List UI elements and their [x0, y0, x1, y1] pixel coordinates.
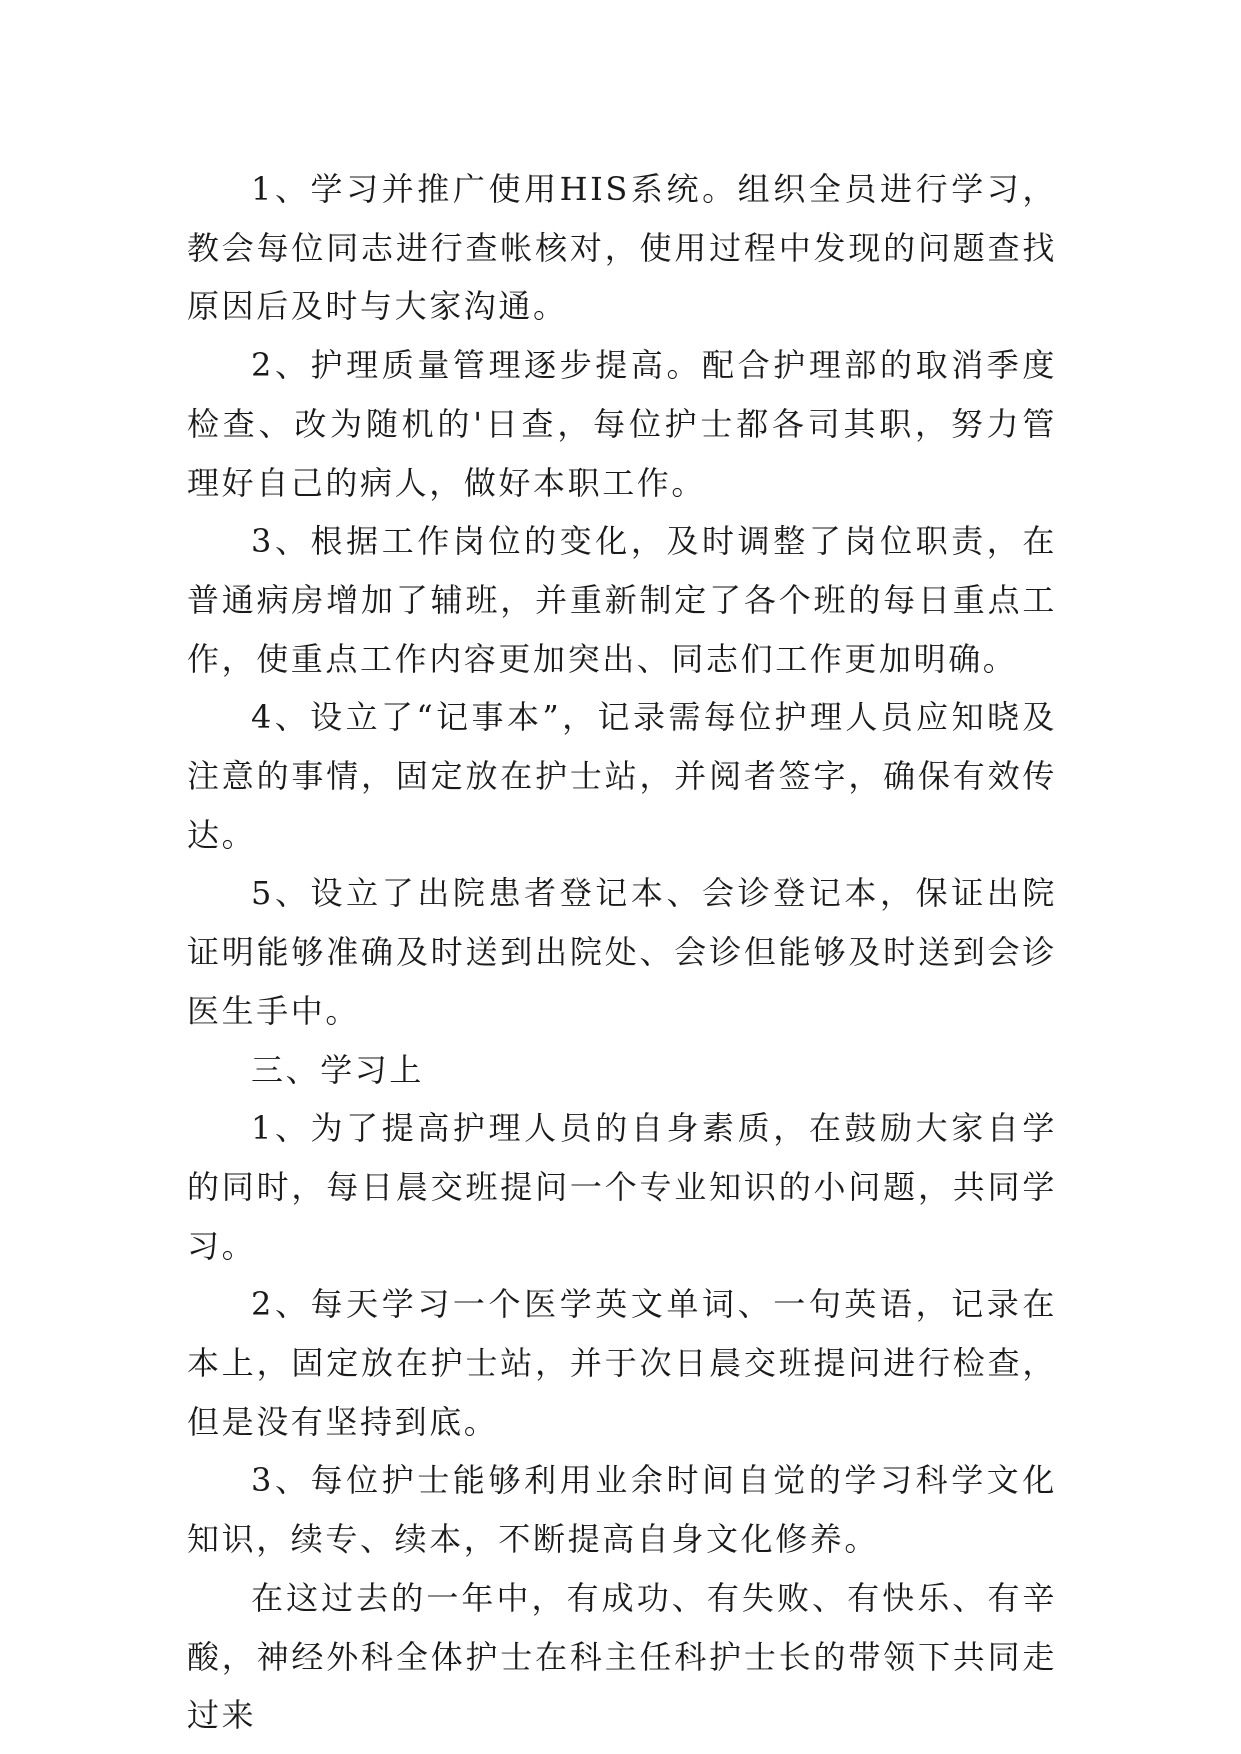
paragraph-1: 1、学习并推广使用HIS系统。组织全员进行学习，教会每位同志进行查帐核对，使用过程中发现的问题查找原因后及时与大家沟通。 [187, 170, 1057, 326]
paragraph-4: 4、设立了“记事本”，记录需每位护理人员应知晓及注意的事情，固定放在护士站，并阅者签字，确保有效传达。 [187, 698, 1057, 854]
document-body [187, 160, 1057, 1745]
paragraph-8: 3、每位护士能够利用业余时间自觉的学习科学文化知识，续专、续本，不断提高自身文化修养。 [187, 1461, 1057, 1559]
paragraph-9: 在这过去的一年中，有成功、有失败、有快乐、有辛酸，神经外科全体护士在科主任科护士长的带领下共同走过来 [187, 1578, 1057, 1735]
paragraph-3: 3、根据工作岗位的变化，及时调整了岗位职责，在普通病房增加了辅班，并重新制定了各个班的每日重点工作，使重点工作内容更加突出、同志们工作更加明确。 [187, 522, 1057, 678]
paragraph-2: 2、护理质量管理逐步提高。配合护理部的取消季度检查、改为随机的'日查，每位护士都各司其职，努力管理好自己的病人，做好本职工作。 [187, 346, 1057, 502]
paragraph-6: 1、为了提高护理人员的自身素质，在鼓励大家自学的同时，每日晨交班提问一个专业知识的小问题，共同学习。 [187, 1109, 1057, 1265]
paragraph-7: 2、每天学习一个医学英文单词、一句英语，记录在本上，固定放在护士站，并于次日晨交班提问进行检查，但是没有坚持到底。 [187, 1285, 1057, 1441]
section-heading-study: 三、学习上 [251, 1050, 425, 1089]
paragraph-5: 5、设立了出院患者登记本、会诊登记本，保证出院证明能够准确及时送到出院处、会诊但能够及时送到会诊医生手中。 [187, 874, 1057, 1030]
